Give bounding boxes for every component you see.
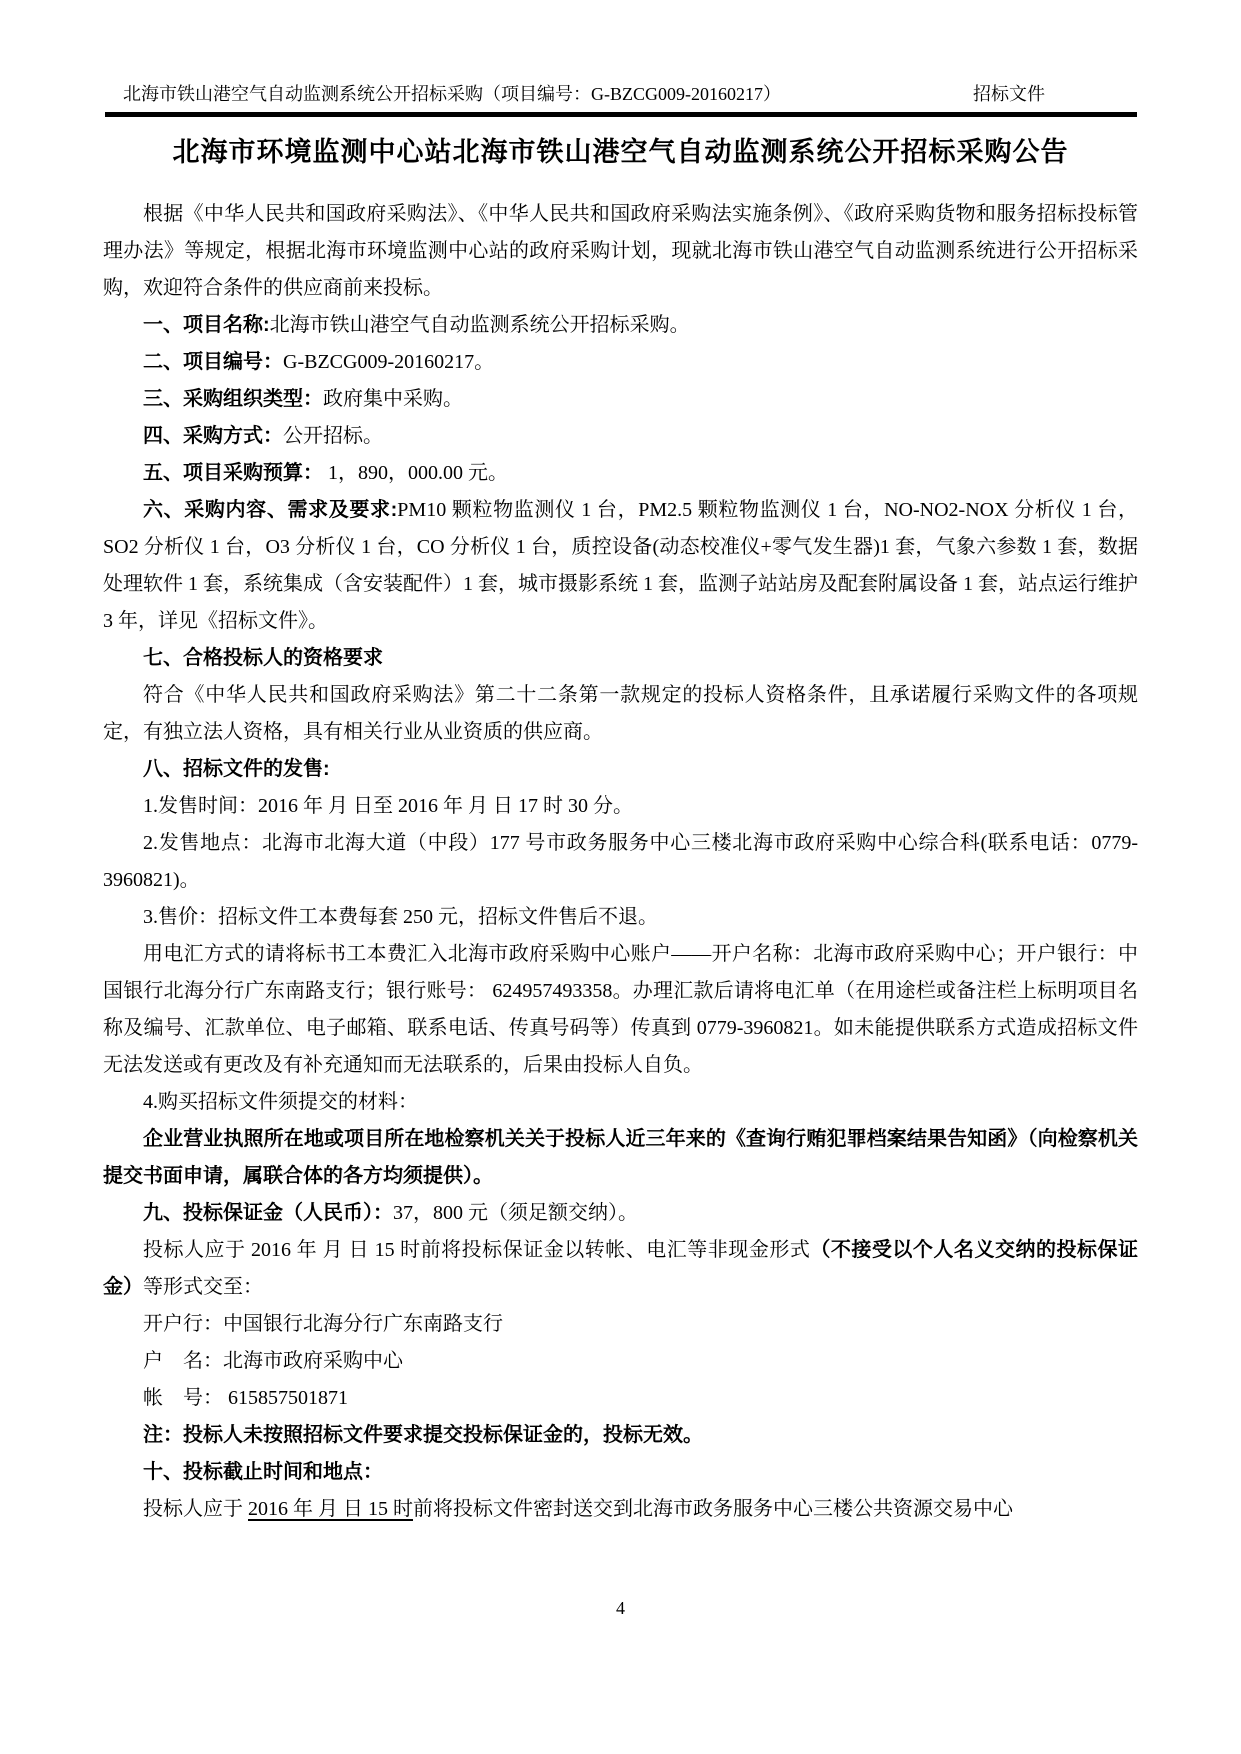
materials-paragraph: 4.购买招标文件须提交的材料： [143,1091,418,1113]
item-document-sale-heading-text: 八、招标文件的发售: [143,758,330,780]
sale-place-paragraph: 2.发售地点：北海市北海大道（中段）177 号市政务服务中心三楼北海市政府采购中心综合科(联系电话：0779-3960821)。 [103,832,1138,891]
item-project-name-text: 北海市铁山港空气自动监测系统公开招标采购。 [269,314,690,336]
sale-price-paragraph: 3.售价：招标文件工本费每套 250 元，招标文件售后不退。 [143,906,658,928]
item-project-name-label: 一、项目名称: [143,314,270,336]
sale-time-paragraph: 1.发售时间：2016 年 月 日至 2016 年 月 日 17 时 30 分。 [143,795,633,817]
item-procurement-org-type-text: 政府集中采购。 [323,388,463,410]
page-number: 4 [616,1598,625,1618]
bid-deadline-post: 前将投标文件密封送交到北海市政务服务中心三楼公共资源交易中心 [413,1498,1013,1520]
item-procurement-method-label: 四、采购方式： [143,425,283,447]
page-header [105,82,1137,106]
header-left-text: 北海市铁山港空气自动监测系统公开招标采购（项目编号：G-BZCG009-20160217） [123,84,781,104]
page-title: 北海市环境监测中心站北海市铁山港空气自动监测系统公开招标采购公告 [172,137,1069,167]
deposit-note-text: 注：投标人未按照招标文件要求提交投标保证金的，投标无效。 [143,1424,703,1446]
wire-transfer-paragraph: 用电汇方式的请将标书工本费汇入北海市政府采购中心账户——开户名称：北海市政府采购中心；开户银行：中国银行北海分行广东南路支行；银行账号： 624957493358。办理汇款后请将电汇单（在用途栏或备注栏上标明项目名称及编号、汇款单位、电子邮箱、联系电话、传真号码等）传真到 0779-3960821。如未能提供联系方式造成招标文件无法发送或有更改及有补充通知而无法联系的，后果由投标人自负。 [103,943,1138,1076]
item-procurement-method-text: 公开招标。 [283,425,383,447]
item-bid-deposit-label: 九、投标保证金（人民币）： [143,1202,393,1224]
header-right-text: 招标文件 [973,84,1045,104]
item-qualification-heading [103,640,1138,677]
item-procurement-content-text: PM10 颗粒物监测仪 1 台，PM2.5 颗粒物监测仪 1 台，NO-NO2-NOX 分析仪 1 台，SO2 分析仪 1 台，O3 分析仪 1 台，CO 分析仪 1 台，质控设备(动态校准仪+零气发生器)1 套，气象六参数 1 套，数据处理软件 1 套，系统集成（含安装配件）1 套，城市摄影系统 1 套，监测子站站房及配套附属设备 1 套，站点运行维护 3 年，详见《招标文件》。 [103,499,1138,632]
item-budget-text: 1，890，000.00 元。 [323,462,508,484]
item-budget [103,455,1138,492]
item-bid-deadline-heading [103,1454,1138,1491]
account-name-line: 户 名：北海市政府采购中心 [143,1350,403,1372]
header-rule [105,112,1137,117]
deposit-deadline-post: 等形式交至： [143,1276,263,1298]
deposit-deadline-pre: 投标人应于 2016 年 月 日 15 时前将投标保证金以转帐、电汇等非现金形式 [143,1239,811,1261]
bid-deadline-pre: 投标人应于 [143,1498,248,1520]
bid-deadline-underlined: 2016 年 月 日 15 时 [248,1498,413,1520]
materials-bold-text: 企业营业执照所在地或项目所在地检察机关关于投标人近三年来的《查询行贿犯罪档案结果告知函》（向检察机关提交书面申请，属联合体的各方均须提供）。 [103,1128,1138,1187]
bid-deadline-paragraph [103,1491,1138,1528]
item-qualification-heading-text: 七、合格投标人的资格要求 [143,647,383,669]
deposit-deadline-bold: （不接受以个人名义交纳的投标保证金） [103,1239,1139,1298]
item-project-number-label: 二、项目编号： [143,351,283,373]
item-document-sale-heading [103,751,1138,788]
account-number-line: 帐 号： 615857501871 [143,1387,348,1409]
item-procurement-org-type [103,381,1138,418]
item-procurement-org-type-label: 三、采购组织类型： [143,388,323,410]
document-body [103,134,1138,1528]
item-bid-deposit-text: 37，800 元（须足额交纳）。 [393,1202,638,1224]
item-project-number-text: G-BZCG009-20160217。 [283,351,495,373]
item-bid-deposit [103,1195,1138,1232]
materials-bold-paragraph [103,1121,1138,1195]
item-qualification-paragraph: 符合《中华人民共和国政府采购法》第二十二条第一款规定的投标人资格条件，且承诺履行采购文件的各项规定，有独立法人资格，具有相关行业从业资质的供应商。 [103,684,1138,743]
item-bid-deadline-heading-text: 十、投标截止时间和地点： [143,1461,383,1483]
bank-branch-line: 开户行：中国银行北海分行广东南路支行 [143,1313,503,1335]
item-budget-label: 五、项目采购预算： [143,462,323,484]
deposit-deadline-paragraph [103,1232,1138,1306]
deposit-note [103,1417,1138,1454]
intro-paragraph: 根据《中华人民共和国政府采购法》、《中华人民共和国政府采购法实施条例》、《政府采购货物和服务招标投标管理办法》等规定，根据北海市环境监测中心站的政府采购计划，现就北海市铁山港空气自动监测系统进行公开招标采购，欢迎符合条件的供应商前来投标。 [103,203,1138,299]
item-procurement-content-label: 六、采购内容、需求及要求: [143,499,398,521]
item-procurement-content [103,492,1138,640]
item-project-number [103,344,1138,381]
item-procurement-method [103,418,1138,455]
item-project-name [103,307,1138,344]
announcement-text [103,196,1138,1528]
